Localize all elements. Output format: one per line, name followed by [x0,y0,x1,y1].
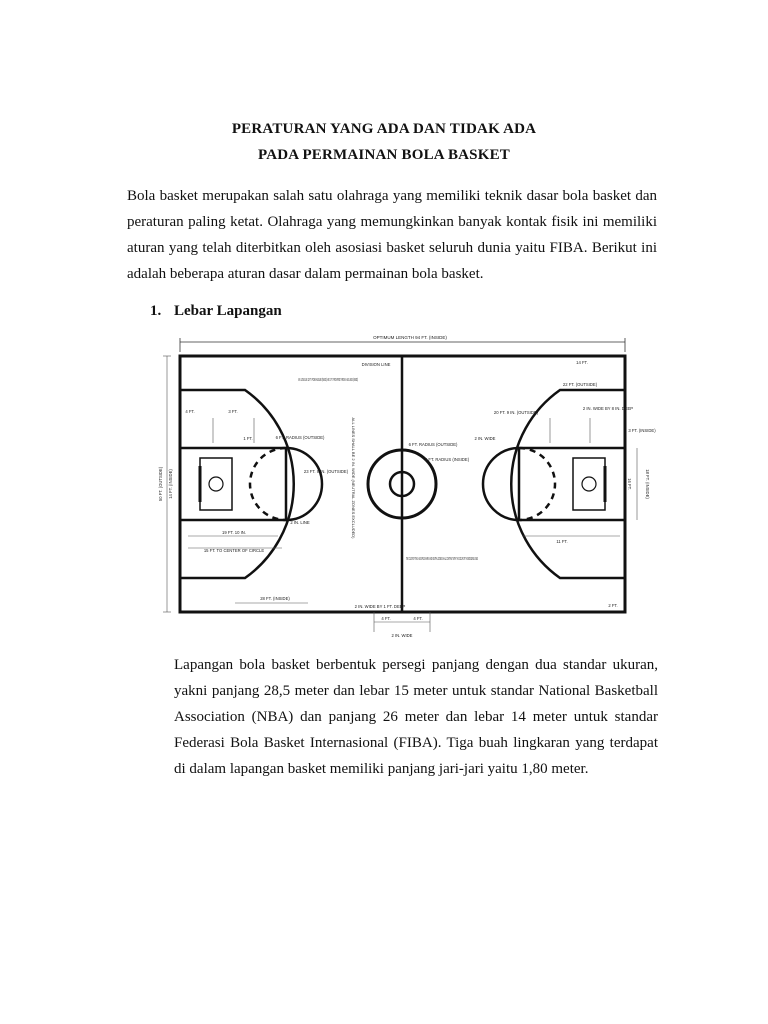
intro-paragraph: Bola basket merupakan salah satu olahraga yang memiliki teknik dasar bola basket dan peraturan paling ketat. Olahraga yang memungkinkan banyak kontak fisik ini memiliki aturan yang telah diterbitkan oleh asosiasi basket seluruh dunia yaitu FIBA. Berikut ini adalah beberapa aturan dasar dalam permainan bola basket. [127,188,657,282]
label-overall-length: OPTIMUM LENGTH 94 FT. (INSIDE) [373,335,447,340]
label-19ft: 19 FT. 10 IN. [222,530,246,535]
label-20ft: 20 FT. 9 IN. (OUTSIDE) [493,410,539,415]
label-width-inside: 14 FT. (INSIDE) [168,469,173,499]
label-wide-deep: 2 IN. WIDE BY 1 FT. DEEP [354,604,406,609]
label-wide-deep-right: 2 IN. WIDE BY 8 IN. DEEP [582,406,634,411]
label-11ft: 11 FT. [556,539,568,544]
overall-length-dimension [180,338,625,352]
document-title-line-2: PADA PERMAINAN BOLA BASKET [257,147,511,163]
label-two-in-line: 2 IN. LINE [290,520,310,525]
label-radius-outside: 6 FT. RADIUS (OUTSIDE) [275,435,325,440]
label-center-radius-outside: 6 FT. RADIUS (OUTSIDE) [408,442,458,447]
label-two-in-wide: 2 IN. WIDE [474,436,496,441]
section-label: Lebar Lapangan [174,303,282,319]
label-22ft: 22 FT. (OUTSIDE) [562,382,598,387]
label-color-note: THE COLOR OF THE LANE SPACE MARKS AND NEUTRAL ZONES SHALL CONTRAST WITH THE COLOR OF THE BOUNDING LINES [406,556,479,561]
section-number: 1. [150,303,162,319]
label-3ft-inside: 3 FT. (INSIDE) [628,428,656,433]
label-14ft: 14 FT. [576,360,588,365]
label-18ft: 18 FT. (INSIDE) [645,469,650,499]
label-3ft-left: 3 FT. [228,409,238,414]
label-center-radius-inside: 2 FT. RADIUS (INSIDE) [424,457,470,462]
basketball-court-diagram [150,328,658,640]
bottom-dimension [374,612,430,632]
label-2in-wide-bottom: 2 IN. WIDE [391,633,413,638]
label-lines-note: ALL LINES SHALL BE 2 IN. WIDE (NEUTRAL ZONES EXCLUDED) [351,417,356,539]
label-28ft: 28 FT. (INSIDE) [260,596,290,601]
label-4ft-bottom-right: 4 FT. [413,616,423,621]
label-center-of-circle: 15 FT. TO CENTER OF CIRCLE [203,548,265,553]
label-long-line: 6 IN. LONG LINE 13 FT. FROM BASELINE (INSIDE) AND 3 FT. FROM FREE THROW LANE LINES (INSIDE) [298,377,359,382]
label-1ft-left: 1 FT. [243,436,253,441]
section-heading [150,303,282,320]
label-4ft-bottom-left: 4 FT. [381,616,391,621]
label-division-line: DIVISION LINE [361,362,391,367]
right-half-court [483,390,637,578]
label-4ft-left: 4 FT. [185,409,195,414]
body-paragraph: Lapangan bola basket berbentuk persegi panjang dengan dua standar ukuran, yakni panjang 28,5 meter dan lebar 15 meter untuk standar National Basketball Association (NBA) dan panjang 26 meter dan lebar 14 meter untuk standar Federasi Bola Basket Internasional (FIBA). Tiga buah lingkaran yang terdapat di dalam lapangan basket memiliki panjang jari-jari yaitu 1,80 meter. [174,657,658,777]
label-width-outside: 50 FT. (OUTSIDE) [158,466,163,502]
label-lane-16ft: 16 FT. [627,478,632,490]
left-half-court [180,390,322,603]
label-2ft: 2 FT. [608,603,618,608]
label-three-point: 23 FT. 9 IN. (OUTSIDE) [303,469,349,474]
document-title-line-1: PERATURAN YANG ADA DAN TIDAK ADA [231,121,537,137]
